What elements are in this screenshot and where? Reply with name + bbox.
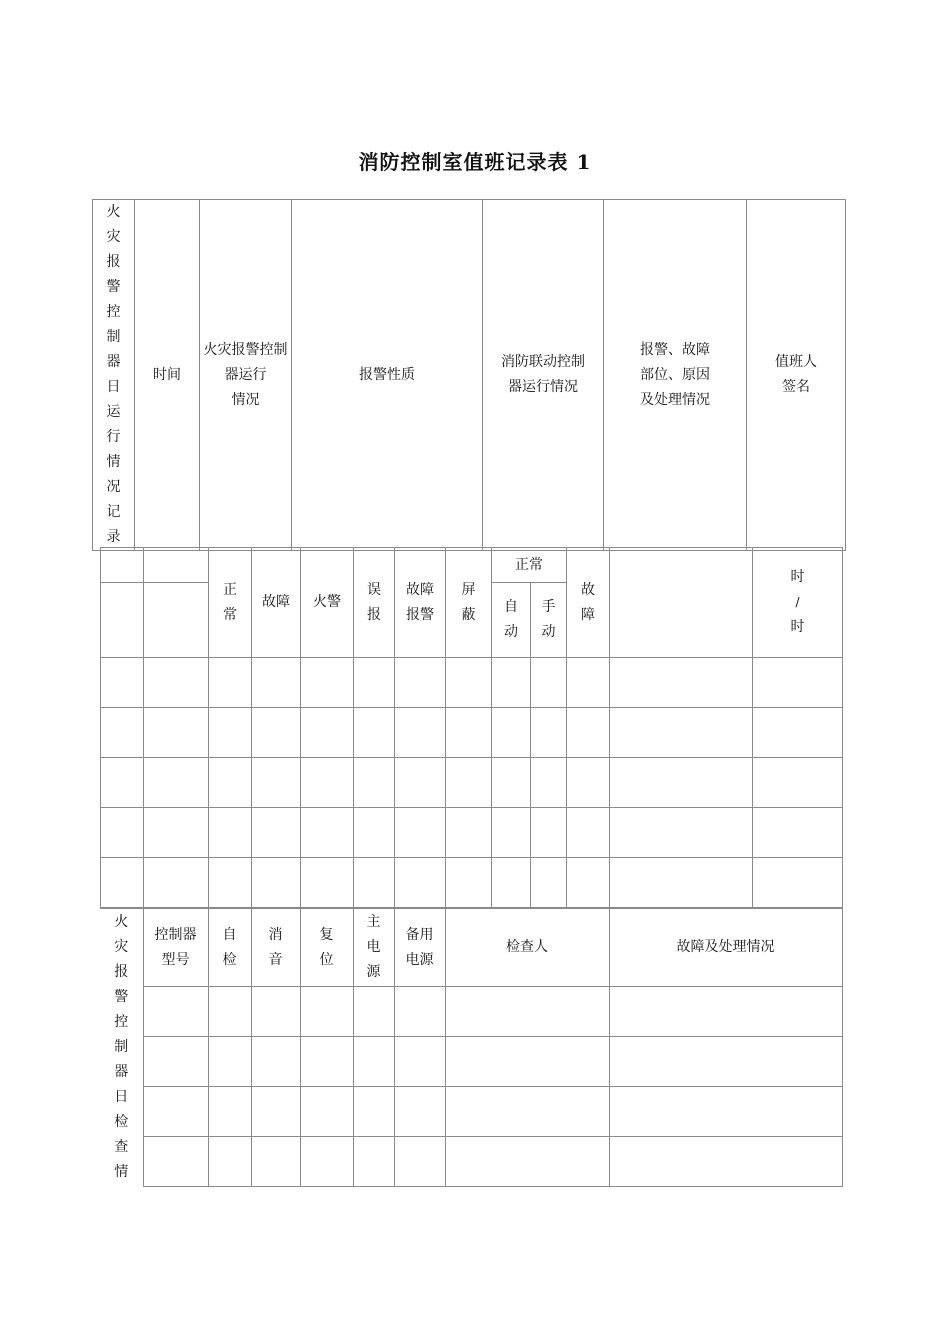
- check-table: [100, 908, 843, 1187]
- fault-alarm-col-header: 故障报警: [395, 548, 446, 658]
- table-row: [101, 858, 843, 908]
- table-row: [101, 658, 843, 708]
- section-label-cell: [93, 200, 135, 551]
- reset-header: 复位: [300, 909, 353, 987]
- fault-col-header: 故障: [252, 548, 301, 658]
- page-title: 消防控制室值班记录表 1: [358, 150, 592, 174]
- grid-cell: [101, 548, 144, 583]
- linkage-status-header: 消防联动控制 器运行情况: [483, 200, 604, 551]
- fire-alarm-col-header: 火警: [301, 548, 354, 658]
- controller-status-header: 火灾报警控制器运行 情况: [200, 200, 292, 551]
- table-row: [100, 987, 842, 1037]
- backup-power-header: 备用电源: [394, 909, 445, 987]
- check-section-label-cell: [100, 909, 143, 1187]
- table-row: [100, 1137, 842, 1187]
- silence-header: 消音: [251, 909, 300, 987]
- table-row: [101, 808, 843, 858]
- table-row: [100, 1087, 842, 1137]
- hour-col-header: 时 / 时: [753, 548, 843, 658]
- alarm-nature-header: 报警性质: [292, 200, 483, 551]
- normal-col-header: 正常: [209, 548, 252, 658]
- manual-col-header: 手动: [531, 583, 567, 658]
- self-test-header: 自检: [208, 909, 251, 987]
- table-row: [100, 1037, 842, 1087]
- table-row: [101, 758, 843, 808]
- grid-cell: [144, 583, 209, 658]
- check-section-label: 火灾报警控制器日检查情: [114, 914, 129, 1181]
- record-grid-table: [100, 547, 843, 908]
- alarm-fault-header: 报警、故障 部位、原因 及处理情况: [604, 200, 747, 551]
- section-label: 火灾报警控制器日运行情况记录: [106, 204, 121, 545]
- auto-col-header: 自动: [492, 583, 531, 658]
- grid-cell: [144, 548, 209, 583]
- linkage-normal-header: 正常: [492, 548, 567, 583]
- grid-cell: [610, 548, 753, 658]
- grid-cell: [101, 583, 144, 658]
- shield-col-header: 屏蔽: [446, 548, 492, 658]
- time-header: 时间: [135, 200, 200, 551]
- main-power-header: 主电源: [353, 909, 394, 987]
- linkage-fault-col-header: 故障: [567, 548, 610, 658]
- duty-sign-header: 值班人 签名: [747, 200, 846, 551]
- false-alarm-col-header: 误报: [354, 548, 395, 658]
- inspector-header: 检查人: [445, 909, 609, 987]
- table-row: [101, 708, 843, 758]
- record-header-table: [92, 199, 846, 551]
- fault-handling-header: 故障及处理情况: [609, 909, 842, 987]
- model-header: 控制器型号: [143, 909, 208, 987]
